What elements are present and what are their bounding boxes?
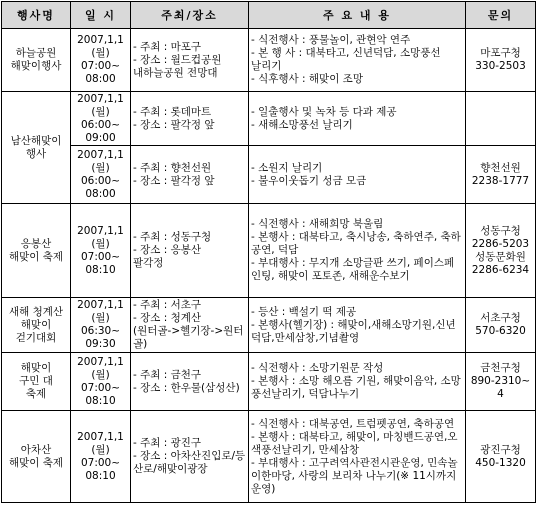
cell-line: - 장소 : 팔각정 앞 [133, 174, 215, 187]
cell-line: 4 [497, 388, 504, 400]
cell-line: - 새해소망풍선 날리기 [251, 118, 353, 131]
cell-line: - 식전행사 : 새해희망 북울림 [251, 218, 384, 230]
event-table [1, 1, 536, 503]
cell-line: - 식전행사 : 풍물놀이, 관현악 연주 [251, 34, 411, 46]
cell-line: - 식후행사 : 해맞이 조망 [251, 73, 363, 85]
header-content: 주 요 내 용 [249, 2, 466, 29]
contact-cell [466, 353, 536, 411]
cell-line: 890-2310~ [470, 375, 531, 387]
content-cell [249, 29, 466, 92]
cell-line: 07:00~ [80, 381, 121, 394]
cell-line: 해맞이 축제 [8, 250, 64, 263]
cell-line: 08:10 [85, 394, 116, 407]
cell-line: 06:00~ [80, 174, 121, 187]
date-cell [71, 204, 131, 298]
cell-line: - 식전행사 : 소망기원문 작성 [251, 362, 384, 374]
table-row [2, 411, 536, 503]
content-cell [249, 411, 466, 503]
contact-cell [466, 92, 536, 146]
cell-line: 구민 대 [19, 375, 53, 387]
cell-line: 07:00~ [80, 456, 121, 469]
cell-line: 2007,1,1 [77, 299, 124, 311]
contact-cell [466, 204, 536, 298]
cell-line: (월) [91, 237, 110, 250]
table-row [2, 29, 536, 92]
event-name-cell [2, 92, 71, 204]
cell-line: - 장소 : 청계산 [133, 312, 202, 324]
cell-line: 서초구청 [480, 312, 521, 324]
cell-line: 내하늘공원 전망대 [133, 66, 218, 79]
table-row [2, 146, 536, 204]
cell-line: 08:00 [85, 73, 116, 85]
host-place-cell [131, 29, 249, 92]
date-cell [71, 146, 131, 204]
date-cell [71, 92, 131, 146]
cell-line: 2007,1,1 [77, 92, 124, 105]
cell-line: 2007,1,1 [77, 224, 124, 237]
cell-line: 2238-1777 [471, 174, 530, 187]
date-cell [71, 353, 131, 411]
cell-line: - 장소 : 팔각정 앞 [133, 118, 215, 131]
cell-line: 새해 청계산 [8, 305, 64, 318]
cell-line: 광진구청 [480, 443, 521, 456]
cell-line: 09:30 [85, 338, 116, 350]
cell-line: - 불우이웃돕기 성금 모금 [251, 174, 367, 187]
cell-line: 팔각정 [133, 257, 164, 269]
cell-line: - 주최 : 롯데마트 [133, 105, 212, 118]
cell-line: (월) [91, 47, 110, 59]
cell-line: 해맞이 [20, 362, 52, 374]
header-host-place: 주최/장소 [131, 2, 249, 29]
cell-line: (월) [91, 368, 110, 381]
cell-line: 2007,1,1 [77, 148, 124, 161]
cell-line: (월) [91, 161, 110, 174]
cell-line: (월) [91, 443, 110, 456]
cell-line: - 장소 : 아차산진입로/등산로/해맞이광장 [133, 450, 246, 475]
host-place-cell [131, 411, 249, 503]
table-row [2, 92, 536, 146]
cell-line: 07:00~ [80, 60, 121, 72]
cell-line: 해맞이 [20, 318, 52, 331]
host-place-cell [131, 204, 249, 298]
event-name-cell [2, 29, 71, 92]
cell-line: 해맞이 축제 [8, 456, 64, 469]
cell-line: 아차산 [20, 443, 52, 456]
date-cell [71, 29, 131, 92]
cell-line: - 주최 : 마포구 [133, 40, 202, 53]
cell-line: - 등산 : 백설기 떡 제공 [251, 305, 357, 318]
cell-line: 축제 [25, 388, 47, 400]
cell-line: - 식전행사 : 대북공연, 트럼펫공연, 축하공연 [251, 417, 455, 430]
cell-line: 330-2503 [475, 60, 526, 72]
cell-line: - 장소 : 응봉산 [133, 244, 202, 256]
cell-line: - 본행사 : 대북타고, 축시낭송, 축하연주, 축하공연, 덕담 [251, 231, 461, 256]
cell-line: - 부대행사 : 무지개 소망글판 쓰기, 페이스페인팅, 해맞이 포토존, 새해운수보기 [251, 257, 455, 282]
table-row [2, 353, 536, 411]
cell-line: 2286-5203 [471, 237, 530, 250]
cell-line: - 본행사(헬기장) : 해맞이,새해소망기원,신년덕담,만세삼창,기념촬영 [251, 318, 456, 344]
cell-line: - 부대행사 : 고구려역사관전시관운영, 민속놀이한마당, 사랑의 보리차 나누기(※ 11시까지 운영) [251, 456, 460, 495]
cell-line: 성동문화원 [475, 250, 526, 263]
cell-line: 걷기대회 [15, 331, 57, 344]
cell-line: 응봉산 [20, 237, 52, 250]
cell-line: - 장소 : 월드컵공원 [133, 53, 222, 66]
table-row [2, 204, 536, 298]
contact-cell [466, 146, 536, 204]
header-contact: 문의 [466, 2, 536, 29]
contact-cell [466, 29, 536, 92]
cell-line: 06:00~ [80, 118, 121, 131]
cell-line: - 주최 : 향천선원 [133, 161, 212, 174]
cell-line: 08:00 [85, 187, 116, 200]
cell-line: 09:00 [85, 131, 116, 144]
cell-line: - 주최 : 금천구 [133, 368, 202, 381]
cell-line: - 소원지 날리기 [251, 161, 323, 174]
header-date: 일 시 [71, 2, 131, 29]
cell-line: 해맞이행사 [10, 60, 62, 72]
cell-line: 570-6320 [475, 325, 526, 337]
cell-line: 2007,1,1 [77, 430, 124, 443]
table-row [2, 298, 536, 353]
host-place-cell [131, 353, 249, 411]
event-name-cell [2, 411, 71, 503]
contact-cell [466, 298, 536, 353]
cell-line: 08:10 [85, 469, 116, 482]
cell-line: 2007,1,1 [77, 355, 124, 368]
event-name-cell [2, 298, 71, 353]
event-name-cell [2, 353, 71, 411]
date-cell [71, 298, 131, 353]
content-cell [249, 204, 466, 298]
cell-line: 08:10 [85, 263, 116, 276]
cell-line: 행사 [25, 147, 47, 160]
header-event: 행사명 [2, 2, 71, 29]
event-name-cell [2, 204, 71, 298]
header-row [2, 2, 536, 29]
cell-line: - 본행사 : 소망 해오름 기원, 해맞이음악, 소망풍선날리기, 덕담나누기 [251, 375, 461, 400]
host-place-cell [131, 92, 249, 146]
cell-line: 2007,1,1 [77, 34, 124, 46]
cell-line: - 일출행사 및 녹차 등 다과 제공 [251, 105, 397, 118]
cell-line: 남산해맞이 [10, 134, 62, 147]
content-cell [249, 353, 466, 411]
date-cell [71, 411, 131, 503]
content-cell [249, 92, 466, 146]
cell-line: 금천구청 [480, 362, 521, 374]
content-cell [249, 298, 466, 353]
cell-line: - 본 행 사 : 대북타고, 신년덕담, 소망풍선 날리기 [251, 47, 461, 72]
cell-line: 07:00~ [80, 250, 121, 263]
cell-line: (월) [91, 105, 110, 118]
host-place-cell [131, 298, 249, 353]
cell-line: 450-1320 [475, 456, 526, 469]
cell-line: - 주최 : 성동구청 [133, 231, 212, 243]
host-place-cell [131, 146, 249, 204]
cell-line: 하늘공원 [15, 47, 57, 59]
cell-line: 06:30~ [80, 325, 121, 337]
cell-line: 마포구청 [480, 47, 521, 59]
cell-line: - 주최 : 서초구 [133, 299, 202, 311]
cell-line: - 본행사 : 대북타고, 해맞이, 마칭밴드공연,오색풍선날리기, 만세삼창 [251, 430, 458, 456]
content-cell [249, 146, 466, 204]
contact-cell [466, 411, 536, 503]
cell-line: - 장소 : 한우물(삼성산) [133, 381, 240, 394]
cell-line: 성동구청 [480, 224, 521, 237]
cell-line: (월) [91, 312, 110, 324]
cell-line: (원터골->헬기장->원터골) [133, 325, 244, 350]
cell-line: - 주최 : 광진구 [133, 437, 202, 449]
cell-line: 2286-6234 [471, 263, 530, 276]
cell-line: 향천선원 [480, 161, 521, 174]
